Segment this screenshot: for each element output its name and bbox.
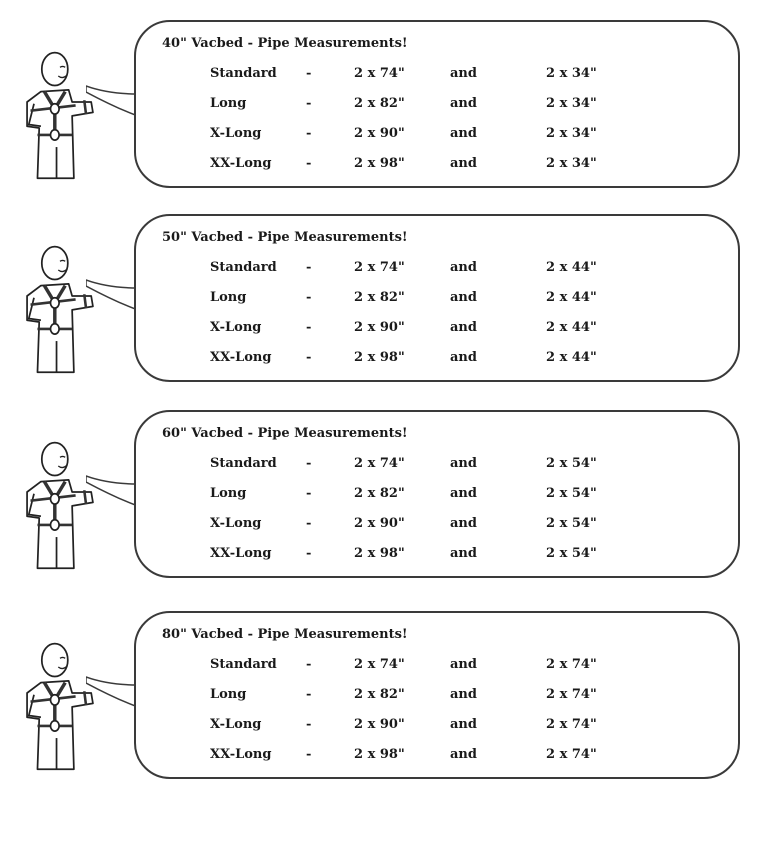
width-pipe-value: 2 x 54"	[546, 486, 597, 501]
size-label: Standard	[210, 456, 277, 471]
dash-separator: -	[306, 260, 312, 275]
size-label: Long	[210, 687, 247, 702]
width-pipe-value: 2 x 74"	[546, 717, 597, 732]
measurement-panel	[0, 20, 774, 200]
speech-bubble-tail-icon	[86, 671, 140, 711]
dash-separator: -	[306, 657, 312, 672]
and-connector: and	[450, 350, 477, 365]
dash-separator: -	[306, 290, 312, 305]
dash-separator: -	[306, 516, 312, 531]
size-label: X-Long	[210, 516, 262, 531]
width-pipe-value: 2 x 34"	[546, 66, 597, 81]
width-pipe-value: 2 x 54"	[546, 546, 597, 561]
size-label: XX-Long	[210, 350, 272, 365]
width-pipe-value: 2 x 44"	[546, 290, 597, 305]
measurement-row	[136, 516, 736, 536]
length-pipe-value: 2 x 98"	[354, 747, 405, 762]
width-pipe-value: 2 x 34"	[546, 96, 597, 111]
and-connector: and	[450, 126, 477, 141]
and-connector: and	[450, 486, 477, 501]
and-connector: and	[450, 96, 477, 111]
length-pipe-value: 2 x 74"	[354, 260, 405, 275]
and-connector: and	[450, 156, 477, 171]
and-connector: and	[450, 516, 477, 531]
measurement-row	[136, 456, 736, 476]
speech-bubble	[134, 20, 740, 188]
measurement-row	[136, 126, 736, 146]
length-pipe-value: 2 x 98"	[354, 156, 405, 171]
length-pipe-value: 2 x 90"	[354, 717, 405, 732]
measurement-row	[136, 156, 736, 176]
and-connector: and	[450, 456, 477, 471]
length-pipe-value: 2 x 90"	[354, 320, 405, 335]
size-label: Long	[210, 486, 247, 501]
dash-separator: -	[306, 486, 312, 501]
and-connector: and	[450, 747, 477, 762]
measurement-row	[136, 96, 736, 116]
size-label: X-Long	[210, 126, 262, 141]
measurement-row	[136, 486, 736, 506]
width-pipe-value: 2 x 54"	[546, 516, 597, 531]
size-label: Standard	[210, 657, 277, 672]
measurement-row	[136, 66, 736, 86]
size-label: X-Long	[210, 320, 262, 335]
measurement-row	[136, 657, 736, 677]
length-pipe-value: 2 x 82"	[354, 687, 405, 702]
length-pipe-value: 2 x 74"	[354, 657, 405, 672]
and-connector: and	[450, 546, 477, 561]
measurement-row	[136, 546, 736, 566]
width-pipe-value: 2 x 44"	[546, 320, 597, 335]
measurement-panel	[0, 410, 774, 590]
and-connector: and	[450, 717, 477, 732]
speech-bubble-tail-icon	[86, 274, 140, 314]
dash-separator: -	[306, 350, 312, 365]
measurement-panel	[0, 611, 774, 791]
length-pipe-value: 2 x 98"	[354, 350, 405, 365]
size-label: Standard	[210, 66, 277, 81]
dash-separator: -	[306, 320, 312, 335]
panel-title: 40" Vacbed - Pipe Measurements!	[162, 36, 408, 51]
measurement-row	[136, 260, 736, 280]
and-connector: and	[450, 687, 477, 702]
length-pipe-value: 2 x 90"	[354, 126, 405, 141]
length-pipe-value: 2 x 90"	[354, 516, 405, 531]
size-label: Long	[210, 290, 247, 305]
measurement-row	[136, 350, 736, 370]
size-label: XX-Long	[210, 546, 272, 561]
and-connector: and	[450, 260, 477, 275]
speech-bubble	[134, 214, 740, 382]
and-connector: and	[450, 290, 477, 305]
and-connector: and	[450, 657, 477, 672]
length-pipe-value: 2 x 82"	[354, 290, 405, 305]
width-pipe-value: 2 x 34"	[546, 156, 597, 171]
dash-separator: -	[306, 156, 312, 171]
length-pipe-value: 2 x 82"	[354, 486, 405, 501]
measurement-row	[136, 687, 736, 707]
and-connector: and	[450, 320, 477, 335]
measurement-row	[136, 747, 736, 767]
width-pipe-value: 2 x 74"	[546, 747, 597, 762]
and-connector: and	[450, 66, 477, 81]
length-pipe-value: 2 x 74"	[354, 66, 405, 81]
panel-title: 80" Vacbed - Pipe Measurements!	[162, 627, 408, 642]
panel-title: 60" Vacbed - Pipe Measurements!	[162, 426, 408, 441]
panel-title: 50" Vacbed - Pipe Measurements!	[162, 230, 408, 245]
width-pipe-value: 2 x 34"	[546, 126, 597, 141]
measurement-panel	[0, 214, 774, 394]
length-pipe-value: 2 x 98"	[354, 546, 405, 561]
dash-separator: -	[306, 456, 312, 471]
dash-separator: -	[306, 687, 312, 702]
width-pipe-value: 2 x 44"	[546, 260, 597, 275]
size-label: Long	[210, 96, 247, 111]
dash-separator: -	[306, 747, 312, 762]
measurement-row	[136, 717, 736, 737]
speech-bubble-tail-icon	[86, 80, 140, 120]
size-label: XX-Long	[210, 747, 272, 762]
speech-bubble-tail-icon	[86, 470, 140, 510]
size-label: Standard	[210, 260, 277, 275]
length-pipe-value: 2 x 82"	[354, 96, 405, 111]
size-label: XX-Long	[210, 156, 272, 171]
length-pipe-value: 2 x 74"	[354, 456, 405, 471]
speech-bubble	[134, 410, 740, 578]
size-label: X-Long	[210, 717, 262, 732]
width-pipe-value: 2 x 44"	[546, 350, 597, 365]
dash-separator: -	[306, 717, 312, 732]
width-pipe-value: 2 x 74"	[546, 687, 597, 702]
measurement-row	[136, 320, 736, 340]
measurement-row	[136, 290, 736, 310]
width-pipe-value: 2 x 54"	[546, 456, 597, 471]
speech-bubble	[134, 611, 740, 779]
dash-separator: -	[306, 546, 312, 561]
width-pipe-value: 2 x 74"	[546, 657, 597, 672]
dash-separator: -	[306, 126, 312, 141]
dash-separator: -	[306, 66, 312, 81]
dash-separator: -	[306, 96, 312, 111]
